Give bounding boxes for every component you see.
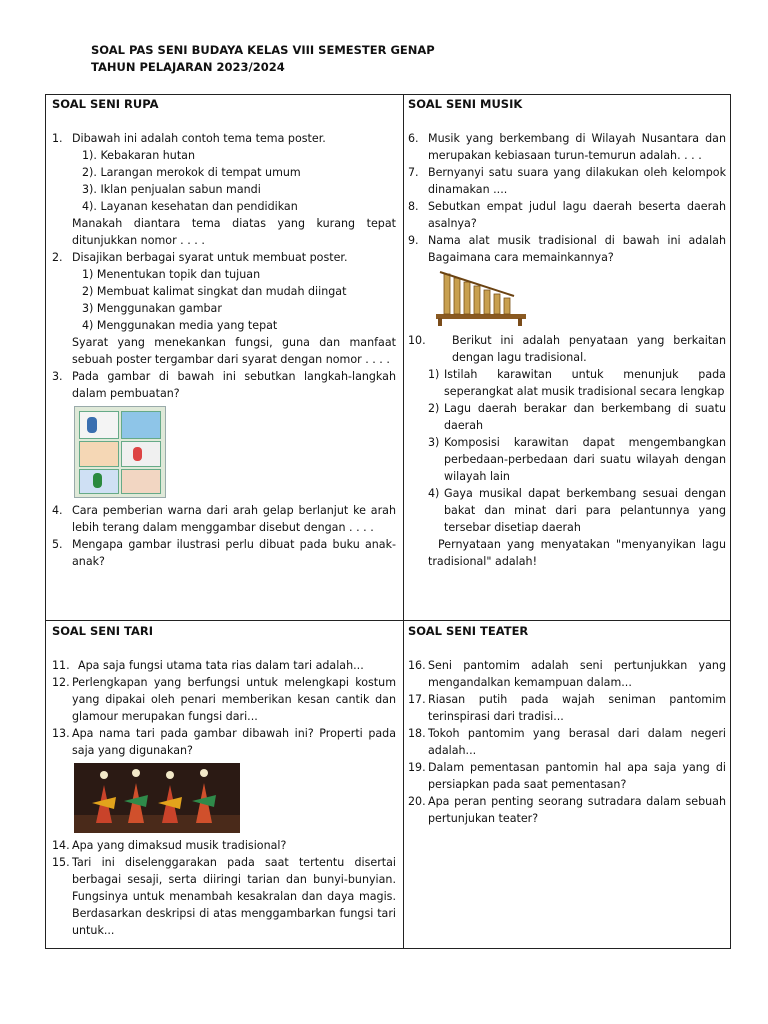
statement: 2) Lagu daerah berakar dan berkembang di suatu daerah <box>428 402 726 432</box>
option: 4). Layanan kesehatan dan pendidikan <box>82 200 298 213</box>
column-divider <box>403 95 404 948</box>
option: 1) Menentukan topik dan tujuan <box>82 268 261 281</box>
document-title <box>91 42 435 75</box>
section-seni-tari <box>52 622 396 939</box>
title-line-2: TAHUN PELAJARAN 2023/2024 <box>91 59 285 74</box>
dance-photo <box>74 763 240 833</box>
option: 4) Menggunakan media yang tepat <box>82 319 278 332</box>
option: 3). Iklan penjualan sabun mandi <box>82 183 261 196</box>
question-12: 12. Perlengkapan yang berfungsi untuk melengkapi kostum yang dipakai oleh penari memberikan kesan cantik dan glamour merupakan fungsi dari... <box>52 676 396 723</box>
question-17: 17. Riasan putih pada wajah seniman pantomim terinspirasi dari tradisi... <box>408 693 726 723</box>
angklung-image <box>432 268 532 326</box>
angklung-icon <box>432 268 532 326</box>
question-tail: Syarat yang menekankan fungsi, guna dan manfaat sebuah poster tergambar dari syarat dengan nomor . . . . <box>72 336 396 366</box>
question-15: 15. Tari ini diselenggarakan pada saat tertentu disertai berbagai sesaji, serta diiringi tarian dan bunyi-bunyian. Fungsinya untuk menambah kesakralan dan daya magis. Berdasarkan deskripsi di atas menggambarkan fungsi tari untuk... <box>52 856 396 937</box>
question-19: 19. Dalam pementasan pantomin hal apa saja yang di persiapkan pada saat pementasan? <box>408 761 726 791</box>
comic-poster-image <box>74 406 166 498</box>
question-14: 14. Apa yang dimaksud musik tradisional? <box>52 839 287 852</box>
statement: 1) Istilah karawitan untuk menunjuk pada seperangkat alat musik tradisional secara lengkap <box>428 368 726 398</box>
option: 2). Larangan merokok di tempat umum <box>82 166 301 179</box>
question-16: 16. Seni pantomim adalah seni pertunjukkan yang mengandalkan kemampuan dalam... <box>408 659 726 689</box>
question-18: 18. Tokoh pantomim yang berasal dari dalam negeri adalah... <box>408 727 726 757</box>
statement: 4) Gaya musikal dapat berkembang sesuai dengan bakat dan minat dari para pelantunnya yang tersebar disetiap daerah <box>428 487 726 534</box>
statement: 3) Komposisi karawitan dapat mengembangkan perbedaan-perbedaan dari suatu wilayah dengan wilayah lain <box>428 436 726 483</box>
question-5: 5. Mengapa gambar ilustrasi perlu dibuat pada buku anak-anak? <box>52 538 396 568</box>
option: 3) Menggunakan gambar <box>82 302 222 315</box>
section-seni-teater <box>408 622 726 827</box>
title-line-1: SOAL PAS SENI BUDAYA KELAS VIII SEMESTER GENAP <box>91 43 435 57</box>
question-2: 2. Disajikan berbagai syarat untuk membuat poster. <box>52 251 348 264</box>
question-10: 10. Berikut ini adalah penyataan yang berkaitan dengan lagu tradisional. <box>408 334 726 364</box>
question-8: 8. Sebutkan empat judul lagu daerah beserta daerah asalnya? <box>408 200 726 230</box>
question-13: 13. Apa nama tari pada gambar dibawah ini? Properti pada saja yang digunakan? <box>52 727 396 757</box>
question-1: 1. Dibawah ini adalah contoh tema tema poster. <box>52 132 326 145</box>
question-7: 7. Bernyanyi satu suara yang dilakukan oleh kelompok dinamakan .... <box>408 166 726 196</box>
question-tail: Manakah diantara tema diatas yang kurang tepat ditunjukkan nomor . . . . <box>72 217 396 247</box>
section-seni-rupa <box>52 95 396 570</box>
option: 2) Membuat kalimat singkat dan mudah diingat <box>82 285 347 298</box>
dancers-icon <box>74 763 240 833</box>
section-title: SOAL SENI RUPA <box>52 97 159 111</box>
section-title: SOAL SENI TEATER <box>408 624 529 638</box>
question-11: 11. Apa saja fungsi utama tata rias dalam tari adalah... <box>52 659 364 672</box>
row-divider <box>46 620 730 621</box>
section-seni-musik <box>408 95 726 570</box>
section-title: SOAL SENI TARI <box>52 624 154 638</box>
question-6: 6. Musik yang berkembang di Wilayah Nusantara dan merupakan kebiasaan turun-temurun adalah. . . . <box>408 132 726 162</box>
question-4: 4. Cara pemberian warna dari arah gelap berlanjut ke arah lebih terang dalam menggambar disebut dengan . . . . <box>52 504 396 534</box>
question-3: 3. Pada gambar di bawah ini sebutkan langkah-langkah dalam pembuatan? <box>52 370 396 400</box>
question-9: 9. Nama alat musik tradisional di bawah ini adalah Bagaimana cara memainkannya? <box>408 234 726 264</box>
question-20: 20. Apa peran penting seorang sutradara dalam sebuah pertunjukan teater? <box>408 795 726 825</box>
section-title: SOAL SENI MUSIK <box>408 97 523 111</box>
question-tail: Pernyataan yang menyatakan "menyanyikan lagu tradisional" adalah! <box>428 538 726 568</box>
option: 1). Kebakaran hutan <box>82 149 196 162</box>
question-table <box>45 94 731 949</box>
